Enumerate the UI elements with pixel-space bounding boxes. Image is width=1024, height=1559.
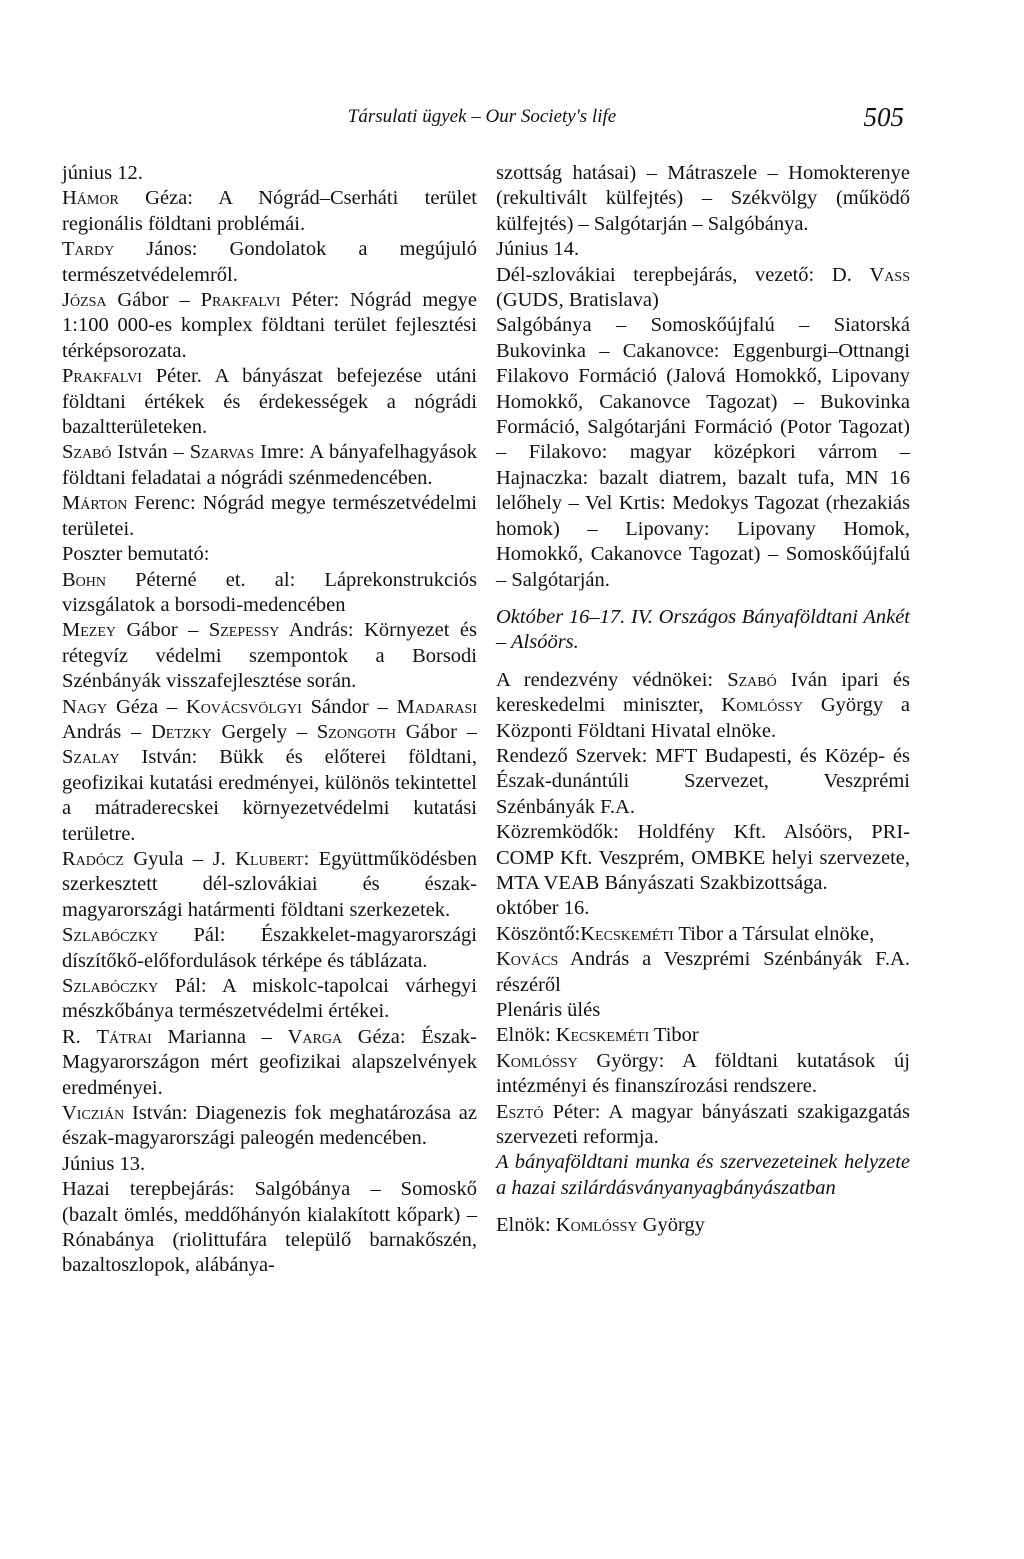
text-entry [62, 618, 477, 694]
entry-text: október 16. [496, 897, 590, 920]
entry-text: György [637, 1214, 705, 1237]
text-entry [496, 1150, 910, 1201]
author-name: Nagy [62, 695, 108, 718]
text-entry [496, 237, 910, 262]
text-entry [496, 1100, 910, 1151]
entry-text: Köszöntő: [496, 922, 581, 945]
text-entry [62, 847, 477, 923]
entry-text: András – [62, 720, 151, 743]
text-entry [62, 491, 477, 542]
text-entry [496, 605, 910, 656]
entry-text: Gábor – [106, 289, 201, 312]
entry-text: Gábor – [116, 619, 209, 642]
entry-text: (GUDS, Bratislava) [496, 289, 659, 312]
entry-text: Pál: A miskolc-tapolcai várhegyi mészkőbánya természetvédelmi értékei. [62, 975, 477, 1023]
text-entry [496, 1213, 910, 1238]
author-name: Vass [869, 263, 910, 286]
author-name: Szabó [727, 668, 777, 691]
text-entry [62, 237, 477, 288]
entry-text: június 12. [62, 162, 143, 184]
text-entry [496, 668, 910, 744]
text-entry [62, 288, 477, 364]
text-entry [496, 744, 910, 820]
entry-text: István – [111, 441, 190, 464]
entry-text: Sándor – [301, 695, 397, 718]
text-entry [496, 313, 910, 592]
text-entry [62, 974, 477, 1025]
entry-text: István: Diagenezis fok meghatározása az észak-magyarországi paleogén medencében. [62, 1102, 477, 1150]
author-name: Szabó [62, 441, 112, 464]
text-entry [496, 820, 910, 896]
text-entry [62, 1025, 477, 1101]
author-name: Hámor [62, 187, 119, 210]
entry-text: Október 16–17. IV. Országos Bányaföldtani Ankét – Alsóörs. [496, 605, 910, 654]
author-name: Bohn [62, 568, 107, 591]
author-name: Szlabóczky [62, 975, 159, 997]
author-name: Kecskeméti [555, 1024, 650, 1047]
entry-text: Iván ipari és kereskedelmi miniszter, [496, 668, 910, 717]
left-column [62, 161, 477, 1279]
running-header [60, 102, 904, 136]
author-name: Józsa [62, 289, 107, 312]
entry-text: Gyula – J. [123, 847, 236, 870]
entry-text: Dél-szlovákiai terepbejárás, vezető: D. [496, 263, 870, 286]
author-name: Kovács [496, 948, 559, 971]
entry-text: Június 13. [62, 1152, 146, 1175]
author-name: Szepessy [208, 619, 280, 642]
right-column [496, 161, 910, 1239]
entry-text: Pál: Északkelet-magyarországi díszítőkő-előfordulások térképe és táblázata. [62, 924, 477, 972]
entry-text: Imre: A bányafelhagyások földtani feladatai a nógrádi szénmedencében. [62, 441, 477, 489]
author-name: Prakfalvi [200, 289, 281, 312]
text-entry [62, 1177, 477, 1279]
entry-text: Hazai terepbejárás: Salgóbánya – Somoskő (bazalt ömlés, meddőhányón kialakított kőpark) – Rónabánya (riolittufára települő barnakőszén, bazaltoszlopok, alábánya- [62, 1178, 477, 1277]
entry-text: Péter. A bányászat befejezése utáni földtani értékek és érdekességek a nógrádi bazaltterületeken. [62, 365, 477, 439]
author-name: Szlabóczky [62, 924, 159, 947]
entry-text: Péter: Nógrád megye 1:100 000-es komplex földtani terület fejlesztési térképsorozata. [62, 289, 477, 362]
author-name: Madarasi [396, 695, 477, 718]
entry-text: Géza: A Nógrád–Cserháti terület regionális földtani problémái. [62, 187, 477, 235]
author-name: Szongoth [316, 720, 396, 743]
entry-text: Salgóbánya – Somoskőújfalú – Siatorská Bukovinka – Cakanovce: Eggenburgi–Ottnangi Filakovo Formáció (Jalová Homokkő, Lipovany Homokkő, Cakanovce Tagozat) – Bukovinka Formáció, Salgótarjáni Formáció (Potor Tagozat) – Filakovo: magyar középkori várrom – Hajnaczka: bazalt diatrem, bazalt tufa, MN 16 lelőhely – Vel Krtis: Medokys Tagozat (rhezakiás homok) – Lipovany: Lipovany Homok, Homokkő, Cakanovce Tagozat) – Somoskőújfalú – Salgótarján. [496, 314, 910, 591]
author-name: Esztó [496, 1100, 544, 1123]
author-name: Komlóssy [496, 1049, 578, 1072]
entry-text: A rendezvény védnökei: [496, 668, 728, 691]
text-entry [62, 1152, 477, 1177]
text-entry [496, 922, 910, 947]
text-entry [62, 542, 477, 567]
running-header-title: Társulati ügyek – Our Society's life [347, 106, 617, 127]
entry-text: András a Veszprémi Szénbányák F.A. részéről [496, 948, 910, 996]
entry-text: Géza – [107, 695, 186, 718]
entry-text: Péterné et. al: Láprekonstrukciós vizsgálatok a borsodi-medencében [62, 568, 477, 616]
entry-text: Poszter bemutató: [62, 543, 210, 566]
text-entry [62, 186, 477, 237]
text-entry [62, 364, 477, 440]
entry-text: Gábor – [395, 720, 477, 743]
author-name: Kovácsvölgyi [185, 695, 302, 718]
author-name: Szarvas [189, 441, 255, 464]
text-entry [496, 998, 910, 1023]
author-name: Mezey [62, 619, 116, 642]
author-name: Tardy [62, 238, 115, 261]
entry-text: György a Központi Földtani Hivatal elnöke. [496, 694, 910, 742]
entry-text: Péter: A magyar bányászati szakigazgatás szervezeti reformja. [496, 1100, 910, 1149]
text-entry [496, 1023, 910, 1048]
author-name: Detzky [151, 720, 212, 743]
text-entry [496, 947, 910, 998]
entry-text: Június 14. [496, 238, 580, 261]
entry-text: György: A földtani kutatások új intézményi és finanszírozási rendszere. [496, 1049, 910, 1098]
entry-text: István: Bükk és előterei földtani, geofizikai kutatási eredményei, különös tekintettel a mátraderecskei környezetvédelmi kutatási területre. [62, 746, 477, 845]
entry-text: János: Gondolatok a megújuló természetvédelemről. [62, 238, 477, 286]
entry-text: Tibor [649, 1024, 699, 1047]
entry-text: Tibor a Társulat elnöke, [673, 922, 875, 945]
author-name: Kecskeméti [580, 922, 674, 945]
entry-text: szottság hatásai) – Mátraszele – Homokterenye (rekultivált külfejtés) – Székvölgy (működő külfejtés) – Salgótarján – Salgóbánya. [496, 162, 910, 235]
entry-text: Elnök: [496, 1024, 556, 1047]
entry-text: Marianna – [151, 1025, 288, 1048]
entry-text: A bányaföldtani munka és szervezeteinek helyzete a hazai szilárdásványanyagbányászatban [496, 1151, 910, 1199]
text-entry [62, 568, 477, 619]
text-entry [62, 923, 477, 974]
entry-text: R. [62, 1025, 97, 1048]
entry-text: Plenáris ülés [496, 999, 601, 1021]
author-name: Prakfalvi [62, 365, 142, 388]
entry-text: Géza: Észak-Magyarországon mért geofizikai alapszelvények eredményei. [62, 1025, 477, 1099]
author-name: Szalay [62, 746, 120, 769]
entry-text: Elnök: [496, 1214, 556, 1237]
author-name: Komlóssy [721, 694, 804, 717]
entry-text: Ferenc: Nógrád megye természetvédelmi területei. [62, 492, 477, 540]
author-name: Radócz [62, 847, 124, 870]
entry-text: Gergely – [211, 720, 317, 743]
text-entry [62, 1101, 477, 1152]
entry-text: András: Környezet és rétegvíz védelmi szempontok a Borsodi Szénbányák visszafejlesztése során. [62, 619, 477, 693]
author-name: Tátrai [96, 1025, 152, 1048]
author-name: Márton [62, 492, 128, 515]
author-name: Komlóssy [555, 1214, 638, 1237]
author-name: Viczián [62, 1102, 125, 1125]
entry-text: Közremködők: Holdfény Kft. Alsóörs, PRI-COMP Kft. Veszprém, OMBKE helyi szervezete, MTA VEAB Bányászati Szakbizottsága. [496, 821, 910, 894]
entry-text: : Együttműködésben szerkesztett dél-szlovákiai és észak-magyarországi határmenti földtani szerkezetek. [62, 847, 478, 921]
text-entry [496, 263, 910, 314]
author-name: Varga [287, 1025, 343, 1048]
page-number: 505 [863, 102, 904, 132]
text-entry [496, 1049, 910, 1100]
text-entry [496, 896, 910, 921]
text-entry [62, 161, 477, 186]
text-entry [62, 695, 477, 847]
author-name: Klubert [235, 847, 304, 870]
entry-text: Rendező Szervek: MFT Budapesti, és Közép- és Észak-dunántúli Szervezet, Veszprémi Szénbányák F.A. [496, 744, 910, 818]
text-entry [62, 440, 477, 491]
text-entry [496, 161, 910, 237]
